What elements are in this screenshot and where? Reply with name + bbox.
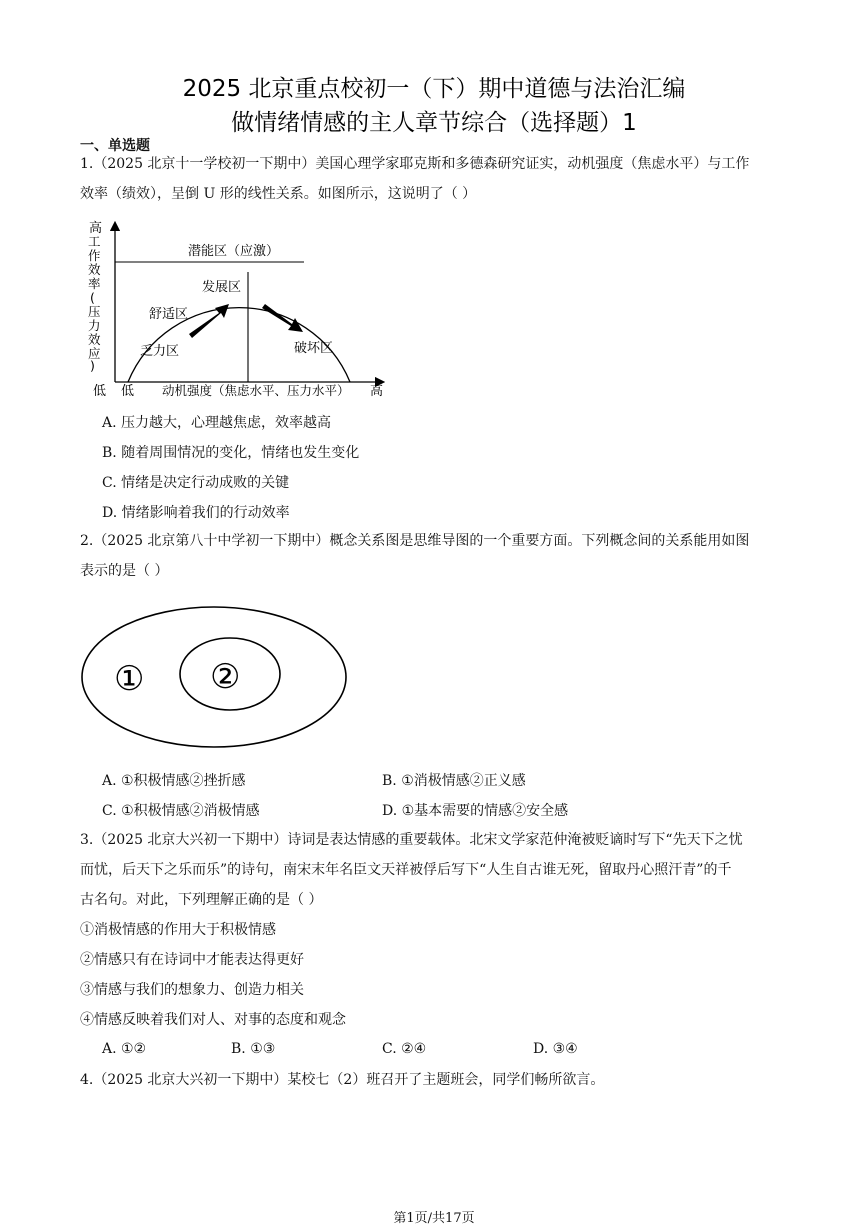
q3-statement-1: ①消极情感的作用大于积极情感 [80, 922, 276, 938]
q1-yerkes-dodson-figure [82, 212, 402, 402]
zone-destroy-label: 破坏区 [294, 341, 334, 356]
q3-option-b[interactable]: B. ①③ [231, 1041, 276, 1057]
q1-option-d[interactable]: D. 情绪影响着我们的行动效率 [102, 505, 290, 521]
q3-statement-2: ②情感只有在诗词中才能表达得更好 [80, 952, 304, 968]
q3-option-c[interactable]: C. ②④ [382, 1041, 427, 1057]
zone-develop-label: 发展区 [202, 280, 242, 295]
outer-circle-label: ① [114, 659, 145, 699]
x-axis-label: 动机强度（焦虑水平、压力水平） [162, 383, 350, 398]
q2-stem-line2: 表示的是（ ） [80, 563, 169, 579]
y-axis-label: 工作效率(压力效应) [88, 234, 101, 373]
q1-option-b[interactable]: B. 随着周围情况的变化，情绪也发生变化 [102, 445, 360, 461]
q3-statement-3: ③情感与我们的想象力、创造力相关 [80, 982, 304, 998]
section-heading: 一、单选题 [80, 138, 150, 154]
q4-stem-line1: 4.（2025 北京大兴初一下期中）某校七（2）班召开了主题班会，同学们畅所欲言。 [80, 1072, 605, 1088]
q1-option-c[interactable]: C. 情绪是决定行动成败的关键 [102, 475, 290, 491]
q2-option-a[interactable]: A. ①积极情感②挫折感 [102, 773, 246, 789]
y-axis-high-label: 高 [89, 221, 103, 236]
q2-option-b[interactable]: B. ①消极情感②正义感 [382, 773, 526, 789]
origin-y-label: 低 [93, 384, 107, 399]
document-title-line2: 做情绪情感的主人章节综合（选择题）1 [231, 110, 637, 136]
q2-stem-line1: 2.（2025 北京第八十中学初一下期中）概念关系图是思维导图的一个重要方面。下列概念间的关系能用如图 [80, 533, 750, 549]
q3-option-a[interactable]: A. ①② [102, 1041, 147, 1057]
q2-concept-diagram [78, 604, 358, 754]
zone-comfort-label: 舒适区 [149, 307, 189, 322]
q2-option-d[interactable]: D. ①基本需要的情感②安全感 [382, 803, 569, 819]
origin-x-label: 低 [121, 384, 135, 399]
q2-option-c[interactable]: C. ①积极情感②消极情感 [102, 803, 260, 819]
q3-stem-line3: 古名句。对此，下列理解正确的是（ ） [80, 892, 323, 908]
zone-weak-label: 乏力区 [140, 344, 180, 359]
page-footer: 第1页/共17页 [393, 1211, 475, 1226]
document-title-line1: 2025 北京重点校初一（下）期中道德与法治汇编 [182, 76, 686, 102]
inner-circle-label: ② [210, 657, 241, 697]
arrow-down-right [262, 304, 303, 332]
q1-stem-line2: 效率（绩效），呈倒 U 形的线性关系。如图所示，这说明了（ ） [80, 186, 477, 202]
zone-top-label: 潜能区（应激） [188, 244, 280, 259]
q1-stem-line1: 1.（2025 北京十一学校初一下期中）美国心理学家耶克斯和多德森研究证实，动机强度（焦虑水平）与工作 [80, 156, 750, 172]
x-axis-high-label: 高 [370, 384, 384, 399]
q3-stem-line2: 而忧，后天下之乐而乐”的诗句，南宋末年名臣文天祥被俘后写下“人生自古谁无死，留取丹心照汗青”的千 [80, 862, 732, 878]
q3-stem-line1: 3.（2025 北京大兴初一下期中）诗词是表达情感的重要载体。北宋文学家范仲淹被贬谪时写下“先天下之忧 [80, 832, 743, 848]
q3-statement-4: ④情感反映着我们对人、对事的态度和观念 [80, 1012, 346, 1028]
arrow-up-right [189, 304, 229, 338]
q3-option-d[interactable]: D. ③④ [533, 1041, 578, 1057]
q1-option-a[interactable]: A. 压力越大，心理越焦虑，效率越高 [102, 415, 332, 431]
